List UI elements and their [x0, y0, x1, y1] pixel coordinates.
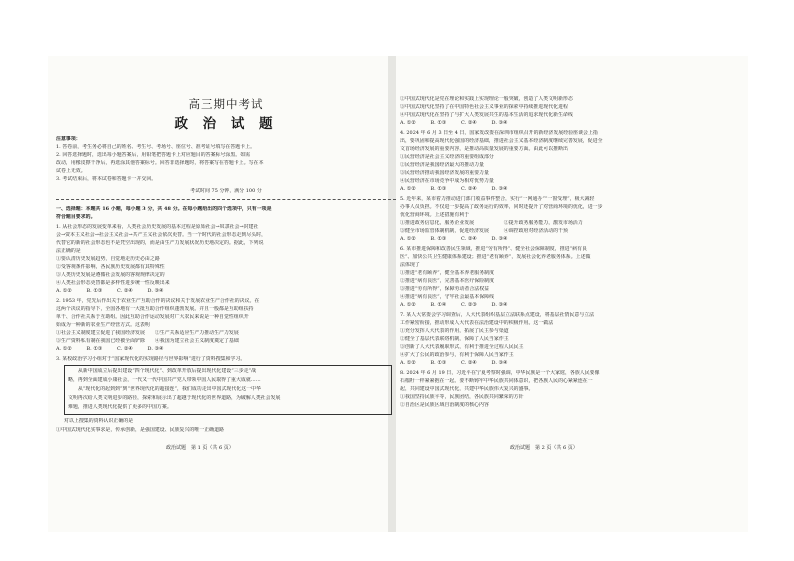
option: ②受客观条件影响，各民族历史发展都有其特殊性 [56, 264, 165, 270]
option: ③推进“劳有所得”，保障劳动者合法权益 [400, 286, 490, 292]
page-2 [400, 56, 740, 532]
section-heading: 符合题目要求的。 [56, 214, 96, 220]
question-7: 7. 某人大常委会学习调查后，人大代表组织基层立法联系点建设，将基层社情民意与立法 [400, 312, 595, 318]
question-6: 6. 某市推进保障和改善民生领域，推进“劳有所得”、健全社会保障制度，推进“病有良 [400, 246, 587, 252]
note-line: 试卷上无效。 [56, 168, 86, 174]
question-4: 文首场经济发展的重要内容，是推动高质量发展的重要方面。由此可以推断出 [400, 146, 568, 152]
question-8: 石榴籽一样紧紧抱在一起。要不断铸牢中华民族共同体意识，把各族人民的心紧紧连在一 [400, 378, 593, 384]
material-line: 难题，推进人类现代化提供了更多的中国方案。 [68, 404, 172, 410]
notes-heading: 注意事项： [56, 136, 81, 142]
material-line: 从“现代化的起到到”到“世界现代化的超接连”，我们成功走出中国式现代化这一中华 [68, 386, 262, 392]
option: ③创新了人大代表履职形式，有利于推进全过程人民民主 [400, 344, 524, 350]
option: ④扩大了公民的政治参与，有利于保障人民当家作主 [400, 352, 514, 358]
question-3-prompt: 对以上搜集的资料认识正确的是 [64, 418, 134, 424]
question-2: 单干、合作社关系于互助组。因此互助合作运动发展对广大农民来说是一种自觉性组织开 [56, 314, 249, 320]
question-6: 医”、加快公共卫生健康体系建设；推进“老有颐养”，发展社会化养老服务体系。上述做 [400, 254, 591, 260]
choices: A. ①② B. ①③ C. ②④ D. ③④ [56, 346, 164, 352]
option: ④民营经济在市场竞争中成为相对优势力量 [400, 178, 494, 184]
exam-info: 考试时间 75 分钟，满分 100 分 [190, 188, 262, 194]
question-8: 8. 2024 年 6 月 19 日，习近平在宁夏考察时强调，中华民族是一个大家庭，各族人民要像 [400, 370, 600, 376]
material-line: 文明再次给人类文明进步的路径，探索和展示出了超越于现代化的世界道路，为破解人类社会发展 [68, 395, 281, 401]
question-2: 2. 1953 年，党先后作出关于农业生产互助合作的决议和关于发展农业生产合作社的决议。在 [56, 298, 260, 304]
exam-title: 高三期中考试 [188, 97, 264, 111]
option: ③生产资料私有制在我国已经被全面铲除 ④我国为建立社会主义制度奠定了基础 [56, 338, 239, 344]
divider [56, 199, 396, 200]
option: ①中国式现代化实事求是，传承创新，是强国建设、民族复兴的唯一正确道路 [56, 427, 224, 433]
option: ②自治区是民族区域自治制度的核心内容 [400, 402, 489, 408]
option: ④人类社会形态更替都是多样性进步统一性反映出来 [56, 280, 170, 286]
material-line: 略，再到全面建成小康社会，一代又一代中国共产党人带领中国人民取得了重大成就…… [68, 377, 261, 383]
question-1: 1. 从社会形态的发展变革来看，人类社会历史发展的基本过程是原始社会→奴隶社会→封建社 [56, 224, 259, 230]
option: ①推进政务信息化，服务企业发展 ②提升政务服务能力，激发市场活力 [400, 220, 583, 226]
question-5: 优化营商环境。上述措施有利于 [400, 212, 470, 218]
page-footer: 政治试题 第 1 页（共 6 页） [166, 445, 234, 451]
choices: A. ①② B. ①③ C. ②④ D. ③④ [400, 360, 508, 366]
page-footer: 政治试题 第 2 页（共 6 页） [510, 445, 578, 451]
question-5: 5. 近年来，某市着力推动进门部门收益事件整合，实行“一网通办”“一窗受理”，极大减轻 [400, 196, 595, 202]
option: ④推进“病有良医”，守牢社会最基本保障线 [400, 294, 495, 300]
option: ①充分发挥人大代表的作用，拓展了民主参与渠道 [400, 328, 509, 334]
option: ①我国坚持民族平等，民族团结，各民族共同繁荣的方针 [400, 394, 524, 400]
choices: A. ①② B. ①③ C. ②④ D. ③④ [400, 236, 508, 242]
choices: A. ①② B. ①③ C. ②④ D. ③④ [400, 120, 508, 126]
option: ②民营经济是我国经济最大的推动力量 [400, 162, 484, 168]
option: ③民营经济推动我国经济发展的重要力量 [400, 170, 489, 176]
note-line: 1. 答卷前，考生务必将自己的姓名、考生号、考场号、座位号、准考证号填写在答题卡上。 [56, 144, 256, 150]
option: ①民营经济是社会主义经济的重要组成部分 [400, 154, 494, 160]
option: ③中国式现代化坚持了在中国特色社会主义事业的探索中持续推进现代化进程 [400, 104, 568, 110]
option: ①要认清历史发展趋势，自觉地走历史必由之路 [56, 256, 160, 262]
option: ②中国式现代化是党在理论和实践上实现理论一般突破，创造了人类文明新形态 [400, 96, 573, 102]
choices: A. ①② B. ①③ C. ②④ D. ③④ [56, 288, 164, 294]
material-line: 从新中国成立后提出建设“四个现代化”、到改革开放后提出现代化建设“三步走”战 [68, 368, 257, 374]
section-heading: 一、选择题：本题共 16 小题，每小题 3 分，共 48 分。在每小题给出的四个选项中，只有一项是 [56, 206, 272, 212]
question-2: 始成为一种新的农业生产经营方式。这表明 [56, 322, 150, 328]
option: ④中国式现代化在坚持了与扩大人类发展共生的基本生活的追求现代化新生命线 [400, 112, 573, 118]
note-line: 改动，用橡皮擦干净后，再选涂其他答案标号。回答非选择题时，将答案写在答题卡上。写在本 [56, 160, 264, 166]
option: ③健全市场监管体制机制，促进经济发展 ④调控政府对经济活动的干预 [400, 228, 568, 234]
question-6: 法体现了 [400, 262, 420, 268]
question-8: 起，共同建设中国式现代化，共建中华民族伟大复兴的盛事。 [400, 386, 534, 392]
choices: A. ①② B. ①③ C. ②④ D. ③④ [400, 186, 508, 192]
option: ①社会主义制度建立促进了我国经济发展 ②生产关系适应生产力推动生产力发展 [56, 330, 239, 336]
question-1: 会→资本主义社会→社会主义社会→共产主义社会依次更替。当一个时代的社会形态走到尽头时， [56, 232, 267, 238]
subject-title: 政 治 试 题 [174, 116, 278, 132]
choices: A. ①② B. ①④ C. ②③ D. ③④ [400, 302, 508, 308]
question-4: 出，要巩固和提高现代化强国的经济基础，推进社会主义基本经济制度继续完善发展，促进全 [400, 138, 603, 144]
note-line: 3. 考试结束后，将本试卷和答题卡一并交回。 [56, 176, 157, 182]
page-1 [56, 56, 396, 532]
question-1: 代替它的新的社会形态也不是凭空出现的，而是由生产力发展状况历史地决定的。据此，下列说 [56, 240, 264, 246]
note-line: 2. 回答选择题时，选出每小题答案后，用铅笔把答题卡上对应题目的答案标号涂黑。如需 [56, 152, 251, 158]
question-2: 这两个决议的指导下，全国各地有一大批互助合作组织蓬勃发展。并且一般都是互助组扶持 [56, 306, 254, 312]
option: ②推进“病有良医”，完善基本医疗保险制度 [400, 278, 495, 284]
option: ③人类历史发展是遵循社会发展的客观规律决定的 [56, 272, 165, 278]
question-1: 法正确的是 [56, 248, 81, 254]
question-3: 3. 某校政治学习小组对于“国家现代化的实现路径与世界影响”进行了资料搜集和学习。 [56, 356, 246, 362]
question-7: 工作紧密衔接，推动形成人大代表在法治建设中的积极作用。这一做法 [400, 320, 554, 326]
exam-sheet [48, 56, 748, 532]
option: ①推进“老有颐养”，健全基本养老服务制度 [400, 270, 495, 276]
question-4: 4. 2024 年 6 月 3 日至 4 日，国家发改委在深圳市组织召开的新经济发展经验座谈会上指 [400, 130, 598, 136]
question-5: 办事人员负担。不仅进一步提高了政务运行的效率，同时还提升了对营商环境的优化，进一步 [400, 204, 603, 210]
option: ②健全了基层代表联络机制，保障了人民当家作主 [400, 336, 509, 342]
